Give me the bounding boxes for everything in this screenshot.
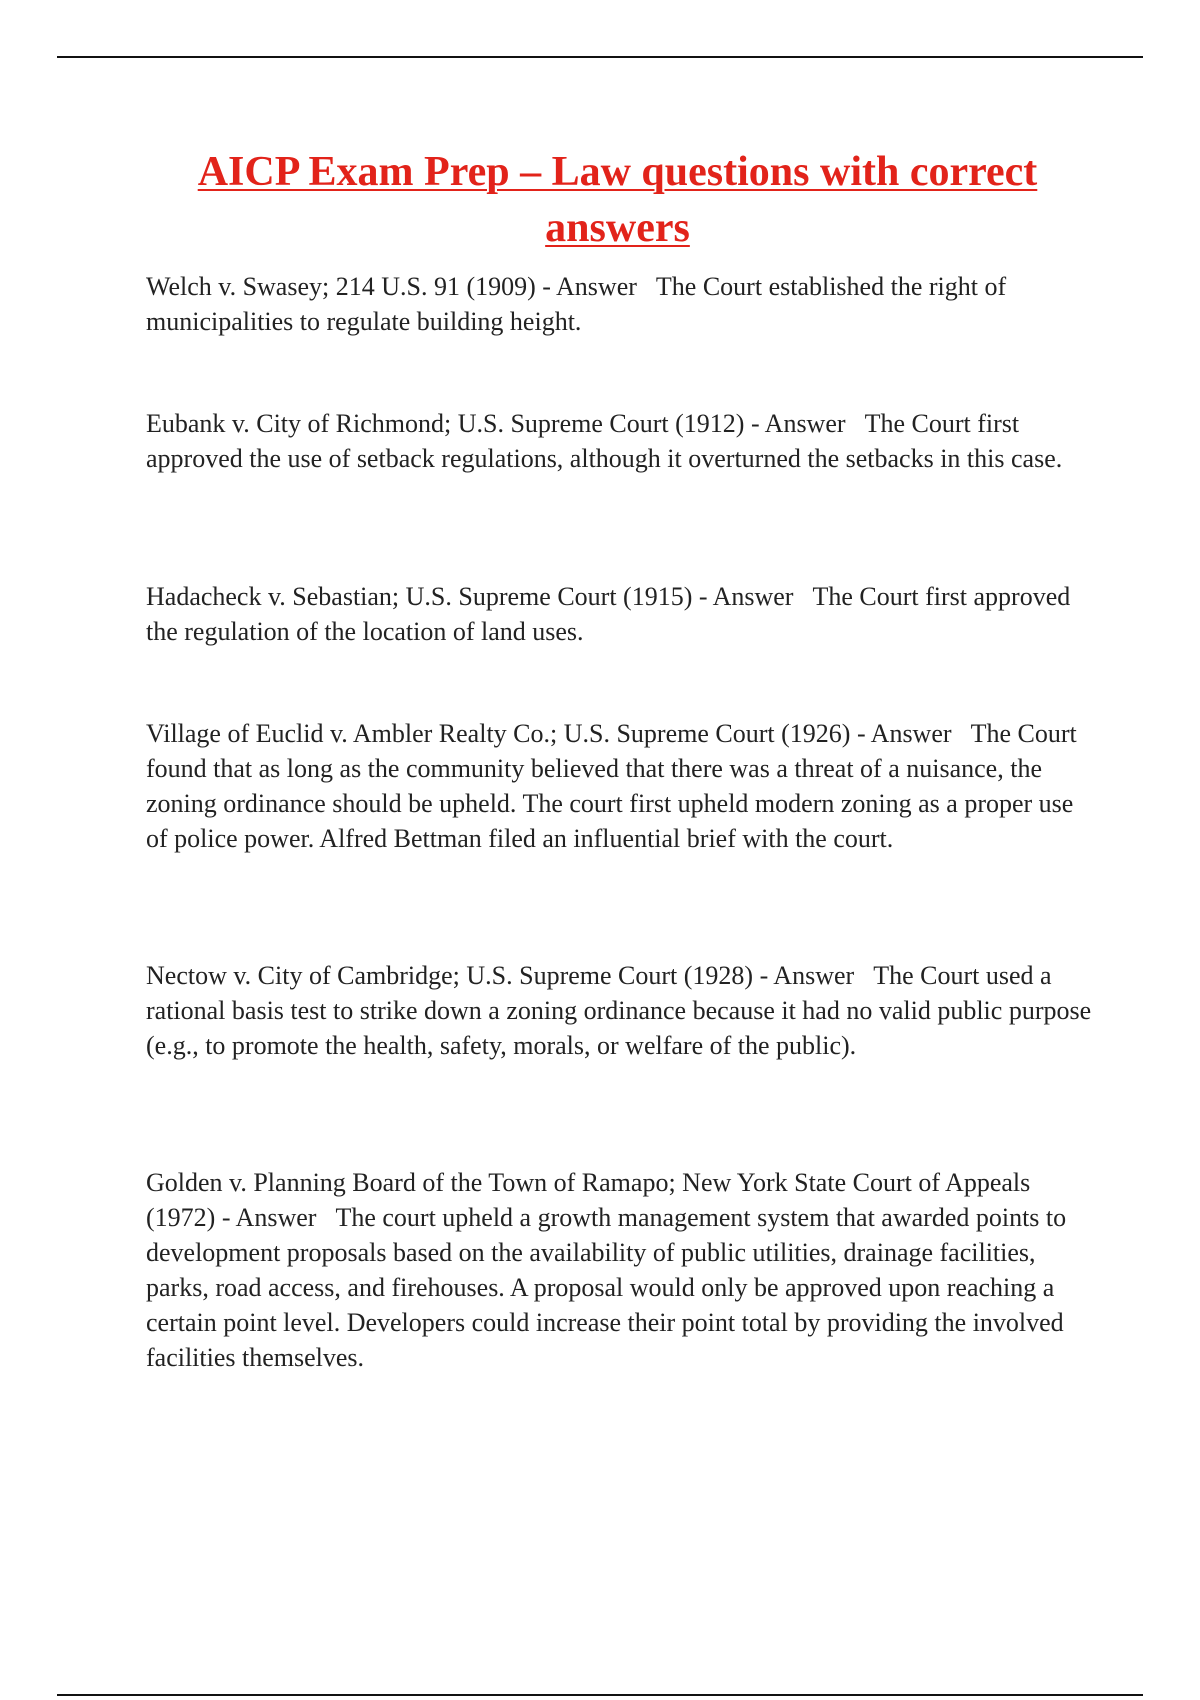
qa-entry: [146, 406, 1096, 579]
qa-entry: [146, 579, 1096, 716]
header-rule: [57, 56, 1143, 58]
answer-separator: - Answer: [692, 582, 813, 611]
entry-answer: The Court established the right of municipalities to regulate building height.: [146, 272, 1007, 336]
answer-separator: - Answer: [850, 719, 971, 748]
answer-separator: - Answer: [744, 409, 865, 438]
qa-entry: [146, 1165, 1096, 1385]
footer-rule: [57, 1694, 1143, 1696]
answer-separator: - Answer: [535, 272, 656, 301]
entry-question: Nectow v. City of Cambridge; U.S. Supreme Court (1928): [146, 961, 754, 990]
entry-question: Eubank v. City of Richmond; U.S. Supreme Court (1912): [146, 409, 745, 438]
qa-entry: [146, 269, 1096, 406]
answer-separator: - Answer: [753, 961, 874, 990]
entry-question: Golden v. Planning Board of the Town of Ramapo; New York State Court of Appeals (1972): [146, 1168, 1031, 1232]
entry-question: Village of Euclid v. Ambler Realty Co.; U.S. Supreme Court (1926): [146, 719, 851, 748]
answer-separator: - Answer: [215, 1203, 336, 1232]
qa-entry: [146, 716, 1096, 958]
entry-answer: The court upheld a growth management system that awarded points to development proposals based on the availability of public utilities, drainage facilities, parks, road access, and firehouses. A proposal would only be approved upon reaching a certain point level. Developers could increase their point total by providing the involved facilities themselves.: [146, 1203, 1067, 1372]
qa-entry: [146, 958, 1096, 1165]
entry-answer: The Court used a rational basis test to strike down a zoning ordinance because it had no valid public purpose (e.g., to promote the health, safety, morals, or welfare of the public).: [146, 961, 1092, 1060]
document-title: AICP Exam Prep – Law questions with correct answers: [197, 149, 1038, 251]
entry-question: Welch v. Swasey; 214 U.S. 91 (1909): [146, 272, 536, 301]
qa-list: [146, 269, 1096, 1385]
entry-answer: The Court first approved the use of setback regulations, although it overturned the setbacks in this case.: [146, 409, 1063, 473]
entry-answer: The Court found that as long as the community believed that there was a threat of a nuisance, the zoning ordinance should be upheld. The court first upheld modern zoning as a proper use of police power. Alfred Bettman filed an influential brief with the court.: [146, 719, 1077, 853]
entry-answer: The Court first approved the regulation of the location of land uses.: [146, 582, 1071, 646]
entry-question: Hadacheck v. Sebastian; U.S. Supreme Court (1915): [146, 582, 693, 611]
